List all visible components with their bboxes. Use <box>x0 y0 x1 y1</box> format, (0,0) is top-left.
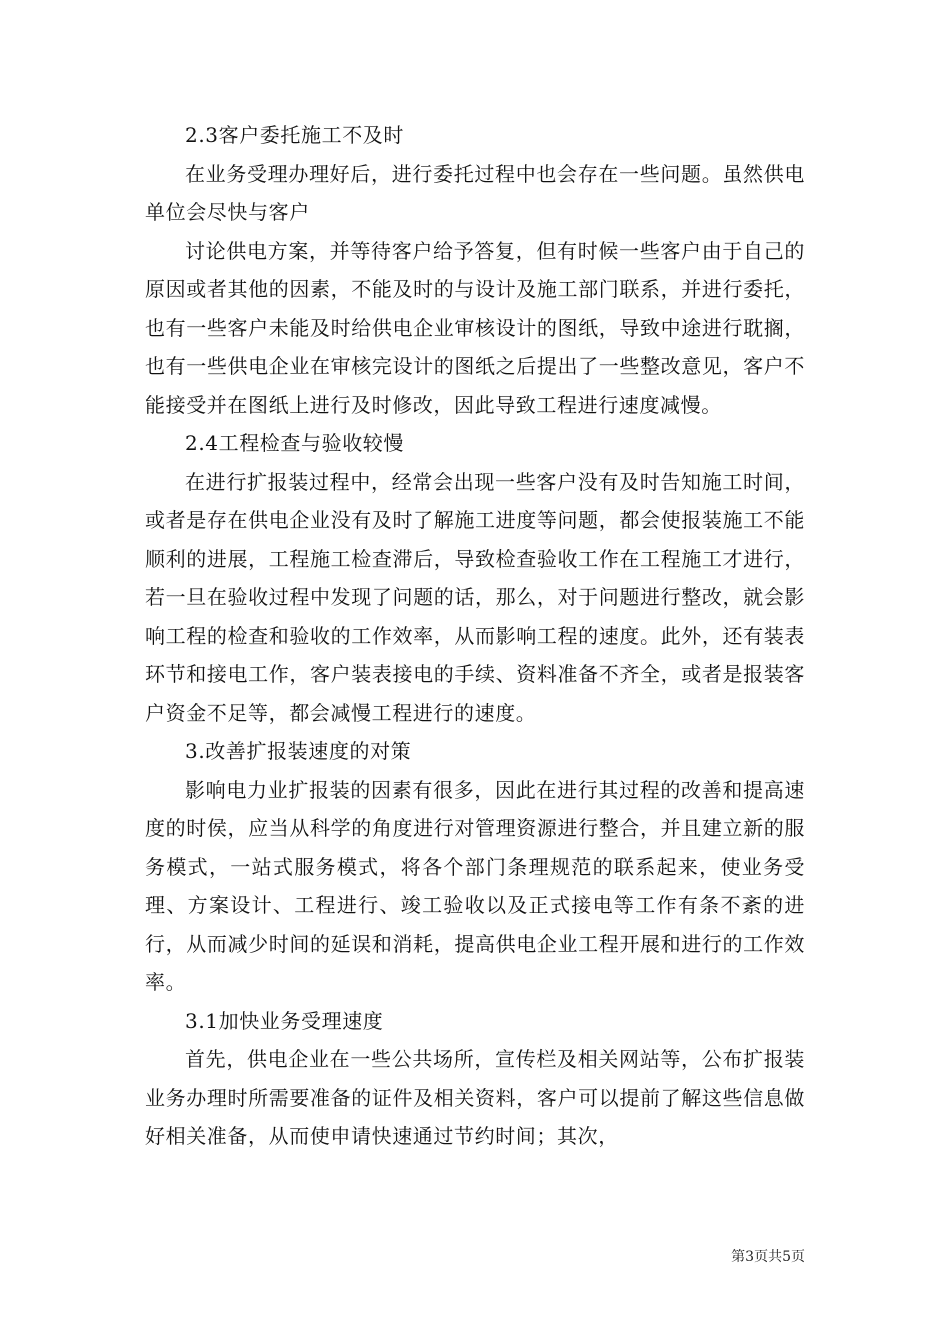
section-heading-2-4: 2.4工程检查与验收较慢 <box>185 431 405 455</box>
page-number-footer: 第3页共5页 <box>731 1249 805 1265</box>
paragraph: 在业务受理办理好后，进行委托过程中也会存在一些问题。虽然供电单位会尽快与客户 <box>145 161 805 224</box>
document-body <box>145 116 805 1156</box>
section-heading-2-3: 2.3客户委托施工不及时 <box>185 123 405 147</box>
paragraph: 影响电力业扩报装的因素有很多，因此在进行其过程的改善和提高速度的时侯，应当从科学的角度进行对管理资源进行整合，并且建立新的服务模式，一站式服务模式，将各个部门条理规范的联系起来，使业务受理、方案设计、工程进行、竣工验收以及正式接电等工作有条不紊的进行，从而减少时间的延误和消耗，提高供电企业工程开展和进行的工作效率。 <box>145 777 805 994</box>
section-heading-3-1: 3.1加快业务受理速度 <box>185 1008 384 1033</box>
paragraph: 首先，供电企业在一些公共场所，宣传栏及相关网站等，公布扩报装业务办理时所需要准备的证件及相关资料，客户可以提前了解这些信息做好相关准备，从而使申请快速通过节约时间；其次， <box>145 1047 805 1148</box>
paragraph: 在进行扩报装过程中，经常会出现一些客户没有及时告知施工时间，或者是存在供电企业没有及时了解施工进度等问题，都会使报装施工不能顺利的进展，工程施工检查滞后，导致检查验收工作在工程施工才进行，若一旦在验收过程中发现了问题的话，那么，对于问题进行整改，就会影响工程的检查和验收的工作效率，从而影响工程的速度。此外，还有装表环节和接电工作，客户装表接电的手续、资料准备不齐全，或者是报装客户资金不足等，都会减慢工程进行的速度。 <box>145 469 805 725</box>
paragraph: 讨论供电方案，并等待客户给予答复，但有时候一些客户由于自己的原因或者其他的因素，不能及时的与设计及施工部门联系，并进行委托，也有一些客户未能及时给供电企业审核设计的图纸，导致中途进行耽搁，也有一些供电企业在审核完设计的图纸之后提出了一些整改意见，客户不能接受并在图纸上进行及时修改，因此导致工程进行速度减慢。 <box>145 238 805 417</box>
section-heading-3: 3.改善扩报装速度的对策 <box>185 739 412 763</box>
